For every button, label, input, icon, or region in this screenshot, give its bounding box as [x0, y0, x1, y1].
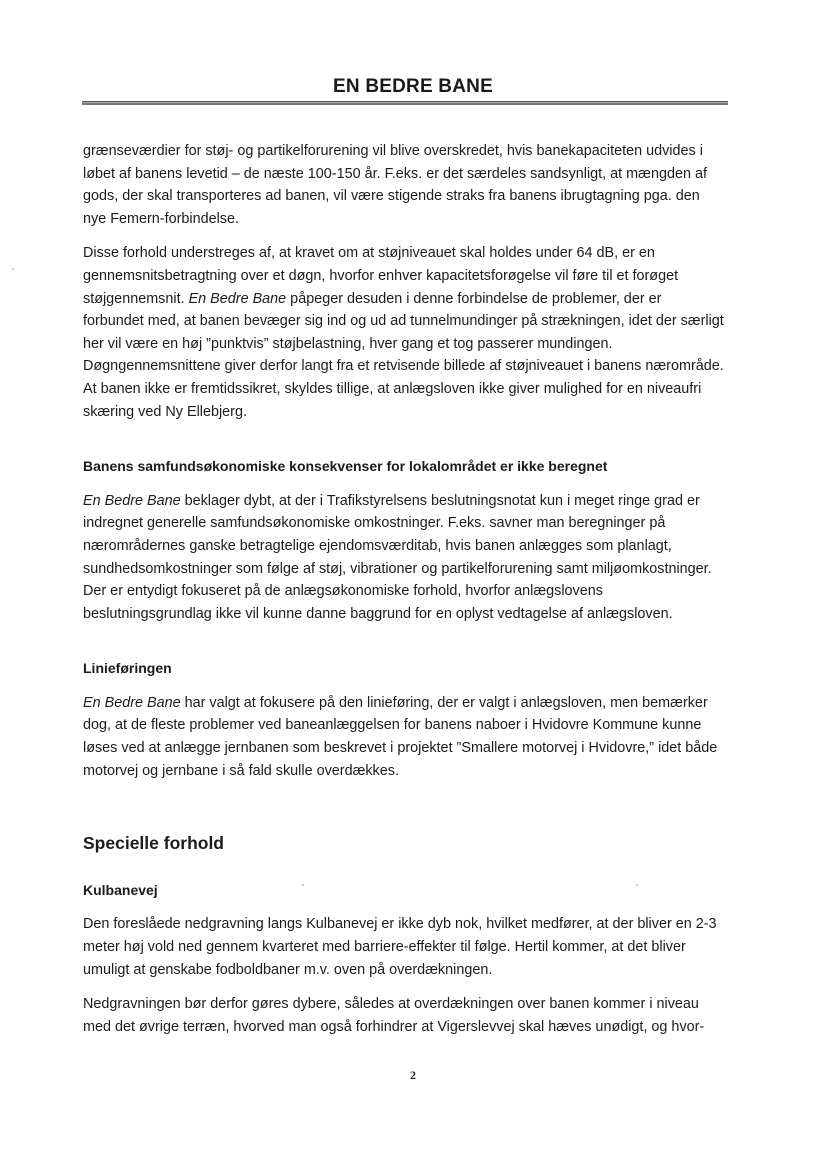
paragraph: Den foreslåede nedgravning langs Kulbanevej er ikke dyb nok, hvilket medfører, at der bliver en 2-3 meter høj vold ned gennem kvarteret med barriere-effekter til følge. Hertil kommer, at det bliver umuligt at genskabe fodboldbaner m.v. oven på overdækningen. [83, 916, 717, 978]
paragraph [83, 242, 725, 378]
scan-speck [12, 268, 14, 270]
paragraph [83, 692, 725, 782]
paragraph: Nedgravningen bør derfor gøres dybere, således at overdækningen over banen kommer i niveau med det øvrige terræn, hvorved man også forhindrer at Vigerslevvej skal hæves unødigt, og hvor- [83, 996, 705, 1035]
emphasized-name: En Bedre Bane [83, 492, 181, 509]
subheading-linie: Linieføringen [83, 660, 172, 677]
emphasized-name: En Bedre Bane [188, 290, 287, 307]
emphasized-name: En Bedre Bane [83, 694, 181, 711]
page-number: 2 [410, 1068, 416, 1082]
scan-speck [636, 884, 638, 886]
header-title: EN BEDRE BANE [333, 76, 493, 97]
subheading-kulbanevej: Kulbanevej [83, 881, 158, 898]
paragraph-text: beklager dybt, at der i Trafikstyrelsens beslutningsnotat kun i meget ringe grad er indregnet generelle samfundsøkonomiske omkostninger. F.eks. savner man beregninger på nærområdernes ganske betragtelige ejendomsværditab, hvis banen anlægges som planlagt, sundhedsomkostninger som følge af støj, vibrationer og partikelforurening samt miljøomkostninger. Der er entydigt fokuseret på de anlægsøkonomiske forhold, hvorfor anlægslovens beslutningsgrundlag ikke vil kunne danne baggrund for en oplyst vedtagelse af anlægsloven. [83, 492, 712, 622]
paragraph: At banen ikke er fremtidssikret, skyldes tillige, at anlægsloven ikke giver mulighed for en niveaufri skæring ved Ny Ellebjerg. [83, 380, 702, 420]
scan-speck [302, 884, 304, 886]
header-rule [82, 101, 728, 105]
subheading-samfund: Banens samfundsøkonomiske konsekvenser for lokalområdet er ikke beregnet [83, 458, 608, 475]
document-body [83, 140, 725, 1050]
paragraph-text: påpeger desuden i denne forbindelse de problemer, der er forbundet med, at banen bevæger sig ind og ud ad tunnelmundinger på strækningen, idet der særligt her vil være en høj ”punktvis” støjbelastning, hver gang et tog passerer mundingen. Døgngennemsnittene giver derfor langt fra et retvisende billede af støjniveauet i banens nærområde. [83, 290, 724, 375]
paragraph [83, 490, 725, 626]
paragraph: grænseværdier for støj- og partikelforurening vil blive overskredet, hvis banekapaciteten udvides i løbet af banens levetid – de næste 100-150 år. F.eks. er det særdeles sandsynligt, at mængden af gods, der skal transporteres ad banen, vil være stigende straks fra banens ibrugtagning pga. den nye Femern-forbindelse. [83, 143, 707, 227]
section-heading-specielle: Specielle forhold [83, 833, 224, 854]
paragraph-text: Disse forhold understreges af, at kravet om at støjniveauet skal holdes under 64 dB, er en gennemsnitsbetragtning over et døgn, hvorfor enhver kapacitetsforøgelse vil føre til et forøget støjgennemsnit. [83, 245, 679, 307]
paragraph-text: har valgt at fokusere på den linieføring, der er valgt i anlægsloven, men bemærker dog, at de fleste problemer ved baneanlæggelsen for banens naboer i Hvidovre Kommune kunne løses ved at anlægge jernbanen som beskrevet i projektet ”Smallere motorvej i Hvidovre,” idet både motorvej og jernbane i så fald skulle overdækkes. [83, 694, 718, 779]
